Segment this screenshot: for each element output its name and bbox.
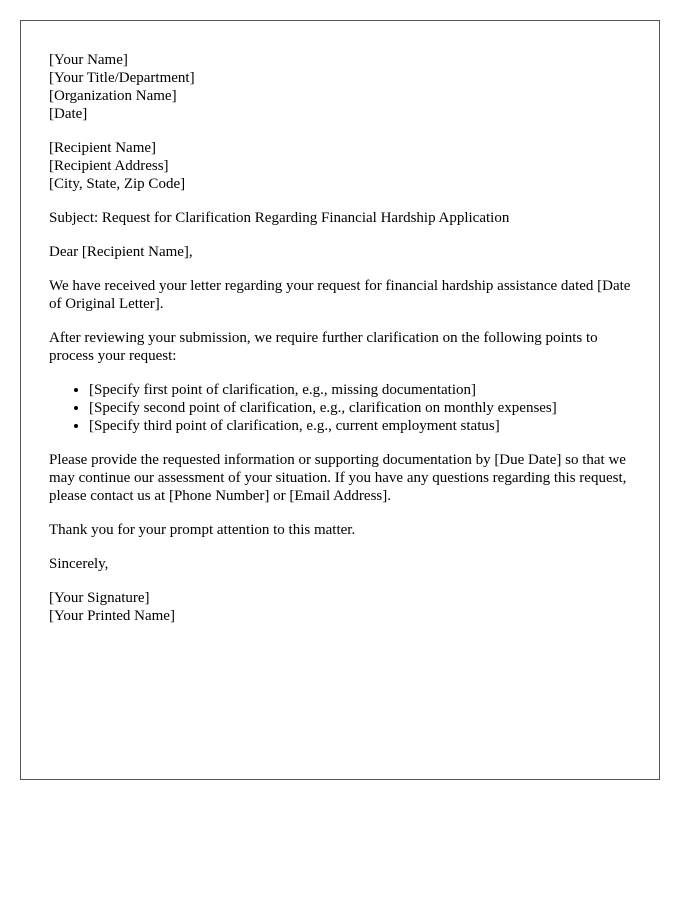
- thanks-paragraph: Thank you for your prompt attention to this matter.: [49, 522, 356, 538]
- review-paragraph: After reviewing your submission, we require further clarification on the following points to process your request:: [49, 330, 598, 364]
- recipient-city-state-zip: [City, State, Zip Code]: [49, 176, 186, 192]
- list-item: • [Specify second point of clarification, e.g., clarification on monthly expenses]: [89, 399, 631, 417]
- recipient-name: [Recipient Name]: [49, 140, 157, 156]
- subject-line: Subject: Request for Clarification Regarding Financial Hardship Application: [49, 210, 510, 226]
- intro-paragraph: We have received your letter regarding your request for financial hardship assistance dated [Date of Original Letter].: [49, 278, 631, 312]
- sender-organization: [Organization Name]: [49, 88, 177, 104]
- sender-block: [49, 51, 631, 123]
- sender-title: [Your Title/Department]: [49, 70, 195, 86]
- recipient-address: [Recipient Address]: [49, 158, 169, 174]
- sender-date: [Date]: [49, 106, 88, 122]
- signature-block: [49, 589, 631, 625]
- closing: Sincerely,: [49, 556, 109, 572]
- letter-page: [20, 20, 660, 780]
- list-item: • [Specify third point of clarification, e.g., current employment status]: [89, 417, 631, 435]
- clarification-points-list: [49, 381, 631, 435]
- request-paragraph: Please provide the requested information or supporting documentation by [Due Date] so that we may continue our assessment of your situation. If you have any questions regarding this request, please contact us at [Phone Number] or [Email Address].: [49, 452, 627, 504]
- sender-name: [Your Name]: [49, 52, 128, 68]
- printed-name: [Your Printed Name]: [49, 608, 175, 624]
- signature-line: [Your Signature]: [49, 590, 150, 606]
- salutation: Dear [Recipient Name],: [49, 244, 193, 260]
- list-item: • [Specify first point of clarification, e.g., missing documentation]: [89, 381, 631, 399]
- recipient-block: [49, 139, 631, 193]
